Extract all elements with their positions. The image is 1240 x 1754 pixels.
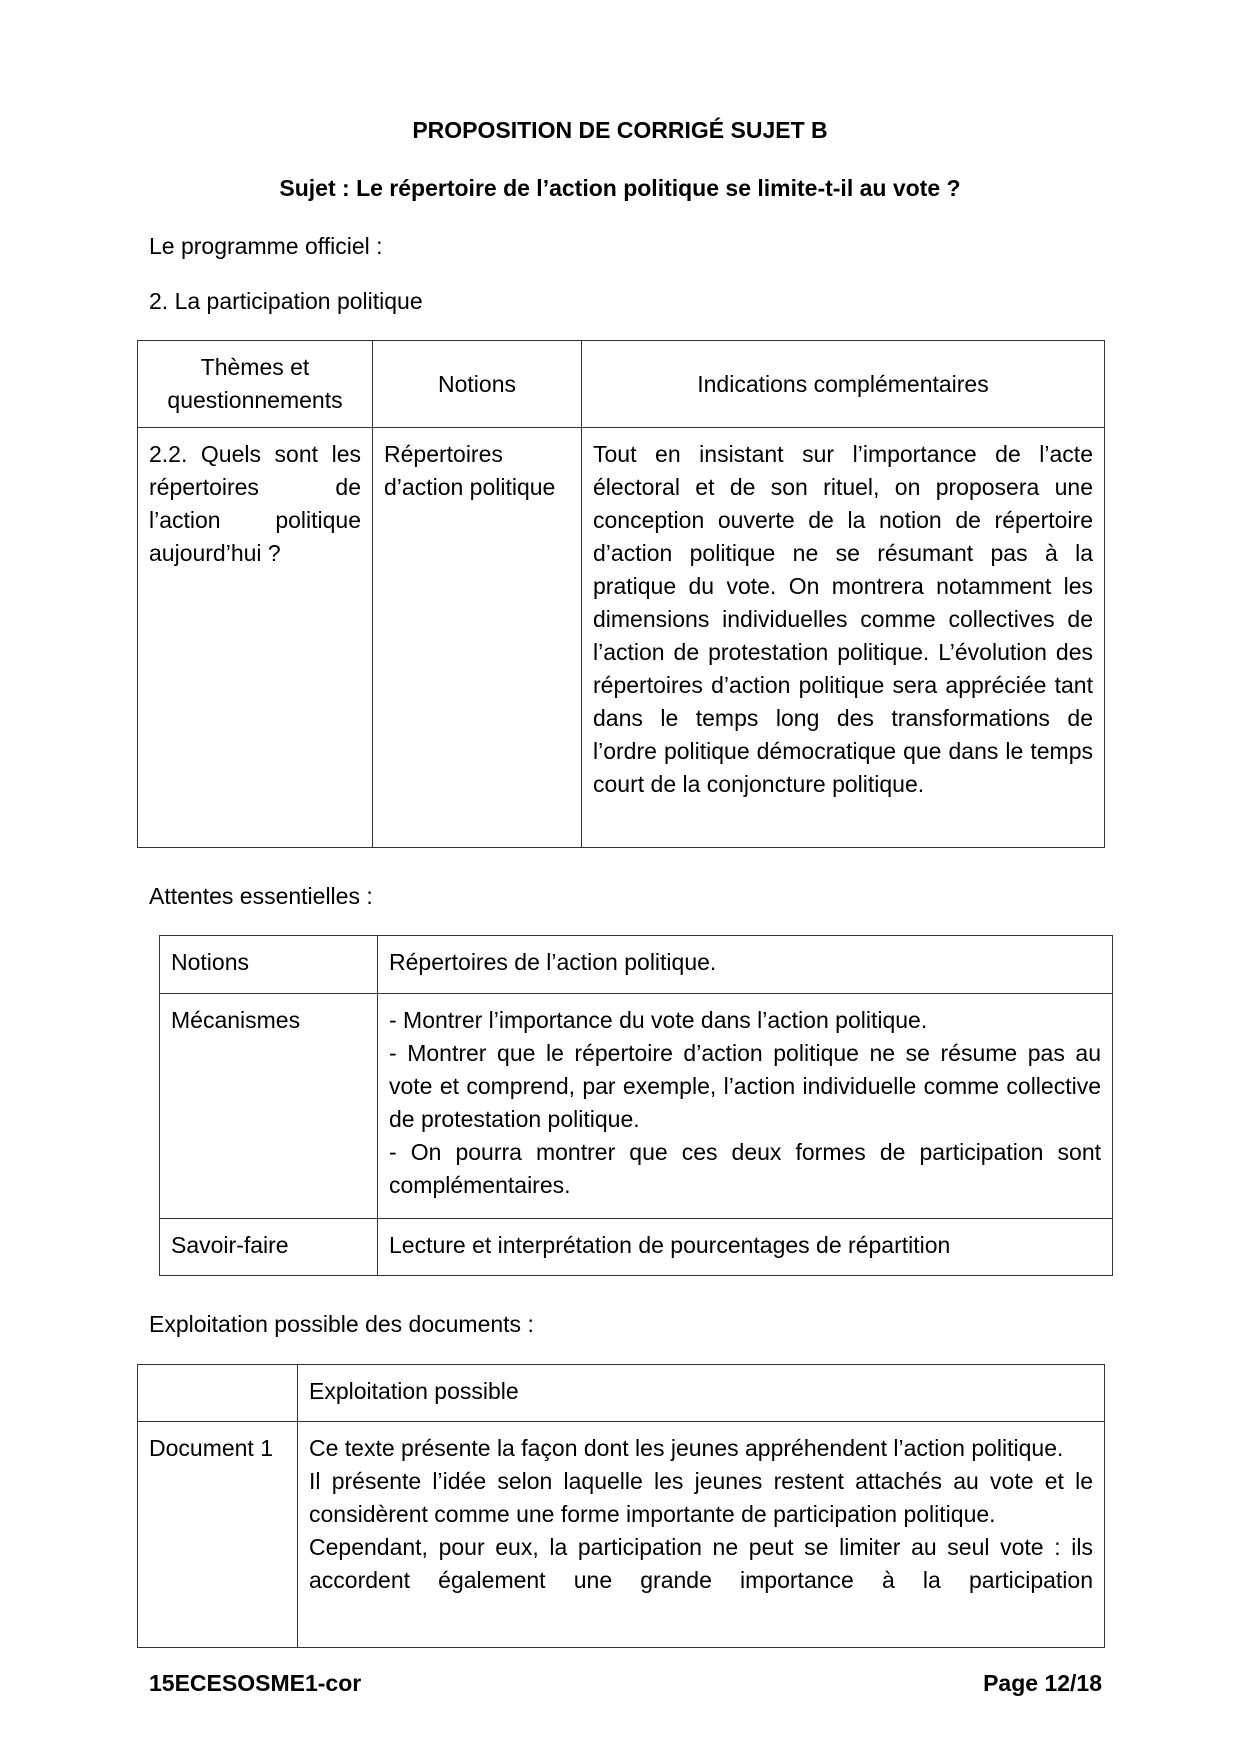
document-line: Ce texte présente la façon dont les jeunes appréhendent l’action politique. — [309, 1435, 1064, 1461]
document-line: Cependant, pour eux, la participation ne peut se limiter au seul vote : ils accordent également une grande importance à la participation — [309, 1534, 1093, 1593]
document-code: 15ECESOSME1-cor — [149, 1670, 362, 1696]
programme-label: Le programme officiel : — [149, 233, 383, 259]
row-label-document-1: Document 1 — [138, 1422, 298, 1648]
header-exploitation: Exploitation possible — [298, 1365, 1105, 1422]
header-themes: Thèmes et questionnements — [138, 341, 373, 428]
page-number: Page 12/18 — [983, 1670, 1102, 1696]
indications-cell: Tout en insistant sur l’importance de l’acte électoral et de son rituel, on proposera une conception ouverte de la notion de répertoire d’action politique ne se résumant pas à la pratique du vote. On montrera notamment les dimensions individuelles comme collectives de l’action de protestation politique. L’évolution des répertoires d’action politique sera appréciée tant dans le temps long des transformations de l’ordre politique démocratique que dans le temps court de la conjoncture politique. — [582, 428, 1105, 848]
exploitation-label: Exploitation possible des documents : — [149, 1311, 534, 1337]
row-label-savoir-faire: Savoir-faire — [160, 1219, 378, 1276]
exploitation-table — [137, 1364, 1105, 1648]
row-value-notions: Répertoires de l’action politique. — [378, 936, 1113, 994]
mecanisme-line: - On pourra montrer que ces deux formes de participation sont complémentaires. — [389, 1139, 1101, 1198]
section-label: 2. La participation politique — [149, 288, 423, 314]
document-line: Il présente l’idée selon laquelle les jeunes restent attachés au vote et le considèrent comme une forme importante de participation politique. — [309, 1468, 1093, 1527]
attentes-label: Attentes essentielles : — [149, 883, 373, 909]
row-value-mecanismes — [378, 994, 1113, 1219]
page-title: PROPOSITION DE CORRIGÉ SUJET B — [412, 117, 828, 143]
theme-cell: 2.2. Quels sont les répertoires de l’action politique aujourd’hui ? — [138, 428, 373, 848]
header-notions: Notions — [373, 341, 582, 428]
subject-heading: Sujet : Le répertoire de l’action politique se limite-t-il au vote ? — [279, 175, 961, 201]
header-indications: Indications complémentaires — [582, 341, 1105, 428]
empty-header-cell — [138, 1365, 298, 1422]
attentes-table — [159, 935, 1113, 1276]
notion-cell: Répertoires d’action politique — [373, 428, 582, 848]
mecanisme-line: - Montrer l’importance du vote dans l’action politique. — [389, 1007, 928, 1033]
mecanisme-line: - Montrer que le répertoire d’action politique ne se résume pas au vote et comprend, par exemple, l’action individuelle comme collective de protestation politique. — [389, 1040, 1101, 1132]
row-label-mecanismes: Mécanismes — [160, 994, 378, 1219]
row-value-savoir-faire: Lecture et interprétation de pourcentages de répartition — [378, 1219, 1113, 1276]
programme-table — [137, 340, 1105, 848]
row-label-notions: Notions — [160, 936, 378, 994]
row-value-document-1 — [298, 1422, 1105, 1648]
